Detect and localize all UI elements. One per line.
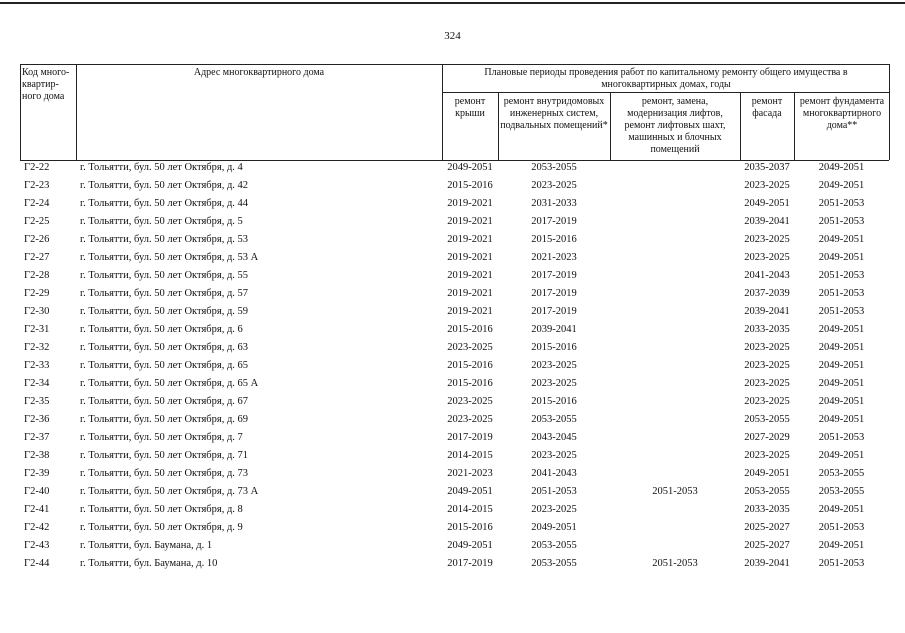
cell-roof: 2019-2021	[447, 216, 493, 227]
header-periods: Плановые периоды проведения работ по капитальному ремонту общего имущества в многоквартирных домах, годы	[484, 67, 848, 90]
cell-facade: 2023-2025	[744, 180, 790, 191]
table-row	[20, 340, 889, 358]
cell-address: г. Тольятти, бул. 50 лет Октября, д. 7	[80, 432, 243, 443]
cell-address: г. Тольятти, бул. Баумана, д. 10	[80, 558, 218, 569]
cell-facade: 2027-2029	[744, 432, 790, 443]
cell-foundation: 2049-2051	[818, 378, 865, 389]
table-row	[20, 196, 889, 214]
header-elevators: ремонт, замена, модернизация лифтов, ремонт лифтовых шахт, машинных и блочных помещений	[624, 96, 726, 155]
cell-foundation: 2049-2051	[818, 252, 865, 263]
table-row	[20, 538, 889, 556]
cell-systems: 2053-2055	[531, 162, 577, 173]
cell-address: г. Тольятти, бул. 50 лет Октября, д. 73 А	[80, 486, 259, 497]
cell-roof: 2049-2051	[447, 540, 493, 551]
cell-roof: 2015-2016	[447, 180, 493, 191]
cell-address: г. Тольятти, бул. 50 лет Октября, д. 53	[80, 234, 249, 245]
cell-systems: 2015-2016	[531, 396, 577, 407]
cell-address: г. Тольятти, бул. 50 лет Октября, д. 8	[80, 504, 243, 515]
cell-roof: 2017-2019	[447, 432, 493, 443]
cell-systems: 2017-2019	[531, 216, 577, 227]
cell-systems: 2015-2016	[531, 342, 577, 353]
table-row	[20, 376, 889, 394]
cell-address: г. Тольятти, бул. 50 лет Октября, д. 71	[80, 450, 249, 461]
cell-foundation: 2049-2051	[818, 324, 865, 335]
cell-roof: 2015-2016	[447, 378, 493, 389]
cell-code: Г2-35	[24, 396, 50, 407]
cell-code: Г2-23	[24, 180, 50, 191]
cell-facade: 2025-2027	[744, 522, 790, 533]
cell-code: Г2-24	[24, 198, 50, 209]
cell-code: Г2-27	[24, 252, 50, 263]
cell-systems: 2043-2045	[531, 432, 577, 443]
cell-address: г. Тольятти, бул. 50 лет Октября, д. 65 А	[80, 378, 259, 389]
table-header	[20, 64, 889, 160]
cell-roof: 2015-2016	[447, 360, 493, 371]
cell-systems: 2017-2019	[531, 270, 577, 281]
cell-address: г. Тольятти, бул. 50 лет Октября, д. 5	[80, 216, 243, 227]
cell-systems: 2023-2025	[531, 378, 577, 389]
cell-foundation: 2049-2051	[818, 504, 865, 515]
cell-roof: 2049-2051	[447, 486, 493, 497]
cell-roof: 2015-2016	[447, 522, 493, 533]
top-border-line	[0, 2, 905, 4]
cell-foundation: 2051-2053	[818, 270, 865, 281]
cell-foundation: 2051-2053	[818, 432, 865, 443]
cell-code: Г2-25	[24, 216, 50, 227]
cell-roof: 2019-2021	[447, 198, 493, 209]
cell-facade: 2049-2051	[744, 198, 790, 209]
cell-code: Г2-41	[24, 504, 50, 515]
cell-facade: 2023-2025	[744, 378, 790, 389]
header-foundation: ремонт фундамента многоквартирного дома**	[799, 96, 885, 131]
table-row	[20, 322, 889, 340]
cell-address: г. Тольятти, бул. 50 лет Октября, д. 67	[80, 396, 249, 407]
cell-facade: 2037-2039	[744, 288, 790, 299]
cell-address: г. Тольятти, бул. 50 лет Октября, д. 57	[80, 288, 249, 299]
cell-facade: 2023-2025	[744, 396, 790, 407]
cell-foundation: 2049-2051	[818, 180, 865, 191]
cell-code: Г2-29	[24, 288, 50, 299]
cell-foundation: 2051-2053	[818, 306, 865, 317]
cell-code: Г2-37	[24, 432, 50, 443]
cell-code: Г2-36	[24, 414, 50, 425]
cell-code: Г2-30	[24, 306, 50, 317]
cell-code: Г2-34	[24, 378, 50, 389]
cell-systems: 2031-2033	[531, 198, 577, 209]
cell-address: г. Тольятти, бул. 50 лет Октября, д. 44	[80, 198, 249, 209]
cell-roof: 2015-2016	[447, 324, 493, 335]
cell-foundation: 2051-2053	[818, 216, 865, 227]
cell-facade: 2023-2025	[744, 360, 790, 371]
cell-foundation: 2049-2051	[818, 396, 865, 407]
header-vline	[442, 64, 443, 160]
cell-foundation: 2049-2051	[818, 540, 865, 551]
table-row	[20, 430, 889, 448]
cell-code: Г2-42	[24, 522, 50, 533]
cell-facade: 2039-2041	[744, 558, 790, 569]
cell-code: Г2-43	[24, 540, 50, 551]
cell-address: г. Тольятти, бул. 50 лет Октября, д. 4	[80, 162, 243, 173]
cell-address: г. Тольятти, бул. 50 лет Октября, д. 63	[80, 342, 249, 353]
page-number: 324	[444, 30, 461, 42]
cell-elevators: 2051-2053	[652, 558, 698, 569]
cell-systems: 2017-2019	[531, 306, 577, 317]
cell-elevators: 2051-2053	[652, 486, 698, 497]
table-row	[20, 160, 889, 178]
cell-systems: 2023-2025	[531, 360, 577, 371]
cell-address: г. Тольятти, бул. 50 лет Октября, д. 9	[80, 522, 243, 533]
cell-foundation: 2053-2055	[818, 486, 865, 497]
cell-facade: 2023-2025	[744, 252, 790, 263]
cell-roof: 2023-2025	[447, 342, 493, 353]
header-vline	[610, 92, 611, 160]
cell-systems: 2051-2053	[531, 486, 577, 497]
cell-code: Г2-31	[24, 324, 50, 335]
cell-roof: 2023-2025	[447, 414, 493, 425]
table-row	[20, 286, 889, 304]
cell-roof: 2019-2021	[447, 306, 493, 317]
cell-foundation: 2053-2055	[818, 468, 865, 479]
cell-roof: 2019-2021	[447, 270, 493, 281]
cell-foundation: 2049-2051	[818, 414, 865, 425]
cell-systems: 2015-2016	[531, 234, 577, 245]
table-row	[20, 304, 889, 322]
header-sub-border	[442, 92, 889, 93]
cell-address: г. Тольятти, бул. 50 лет Октября, д. 42	[80, 180, 249, 191]
cell-facade: 2025-2027	[744, 540, 790, 551]
cell-systems: 2053-2055	[531, 540, 577, 551]
cell-code: Г2-33	[24, 360, 50, 371]
table-row	[20, 214, 889, 232]
cell-foundation: 2049-2051	[818, 342, 865, 353]
cell-address: г. Тольятти, бул. 50 лет Октября, д. 69	[80, 414, 249, 425]
table-row	[20, 502, 889, 520]
cell-address: г. Тольятти, бул. Баумана, д. 1	[80, 540, 213, 551]
cell-foundation: 2051-2053	[818, 558, 865, 569]
header-systems: ремонт внутридомовых инженерных систем, подвальных помещений*	[500, 96, 608, 131]
header-vline	[498, 92, 499, 160]
table-row	[20, 466, 889, 484]
cell-facade: 2041-2043	[744, 270, 790, 281]
cell-roof: 2014-2015	[447, 450, 493, 461]
cell-facade: 2033-2035	[744, 324, 790, 335]
cell-systems: 2023-2025	[531, 450, 577, 461]
cell-systems: 2053-2055	[531, 558, 577, 569]
cell-address: г. Тольятти, бул. 50 лет Октября, д. 73	[80, 468, 249, 479]
cell-roof: 2019-2021	[447, 234, 493, 245]
cell-systems: 2023-2025	[531, 504, 577, 515]
cell-roof: 2023-2025	[447, 396, 493, 407]
header-roof: ремонт крыши	[454, 96, 486, 119]
cell-address: г. Тольятти, бул. 50 лет Октября, д. 65	[80, 360, 249, 371]
cell-facade: 2049-2051	[744, 468, 790, 479]
header-vline	[889, 64, 890, 160]
cell-systems: 2023-2025	[531, 180, 577, 191]
table-row	[20, 448, 889, 466]
cell-code: Г2-38	[24, 450, 50, 461]
header-vline	[740, 92, 741, 160]
cell-foundation: 2051-2053	[818, 522, 865, 533]
cell-facade: 2023-2025	[744, 342, 790, 353]
table-row	[20, 250, 889, 268]
header-address: Адрес многоквартирного дома	[193, 67, 325, 78]
table-row	[20, 394, 889, 412]
cell-systems: 2053-2055	[531, 414, 577, 425]
cell-foundation: 2049-2051	[818, 360, 865, 371]
cell-systems: 2021-2023	[531, 252, 577, 263]
table-row	[20, 412, 889, 430]
cell-address: г. Тольятти, бул. 50 лет Октября, д. 59	[80, 306, 249, 317]
header-vline	[20, 64, 21, 160]
cell-facade: 2039-2041	[744, 306, 790, 317]
cell-systems: 2017-2019	[531, 288, 577, 299]
cell-systems: 2039-2041	[531, 324, 577, 335]
cell-code: Г2-22	[24, 162, 50, 173]
table-row	[20, 520, 889, 538]
cell-roof: 2017-2019	[447, 558, 493, 569]
cell-foundation: 2049-2051	[818, 450, 865, 461]
cell-address: г. Тольятти, бул. 50 лет Октября, д. 55	[80, 270, 249, 281]
cell-facade: 2033-2035	[744, 504, 790, 515]
cell-foundation: 2049-2051	[818, 162, 865, 173]
header-top-border	[20, 64, 889, 65]
cell-facade: 2039-2041	[744, 216, 790, 227]
header-code: Код много-квартир-ного дома	[22, 67, 70, 102]
cell-facade: 2053-2055	[744, 486, 790, 497]
table-row	[20, 232, 889, 250]
cell-foundation: 2051-2053	[818, 288, 865, 299]
table-row	[20, 556, 889, 574]
cell-address: г. Тольятти, бул. 50 лет Октября, д. 53 А	[80, 252, 259, 263]
cell-code: Г2-44	[24, 558, 50, 569]
cell-roof: 2014-2015	[447, 504, 493, 515]
cell-code: Г2-26	[24, 234, 50, 245]
cell-systems: 2041-2043	[531, 468, 577, 479]
cell-code: Г2-28	[24, 270, 50, 281]
cell-roof: 2019-2021	[447, 288, 493, 299]
cell-address: г. Тольятти, бул. 50 лет Октября, д. 6	[80, 324, 243, 335]
cell-roof: 2021-2023	[447, 468, 493, 479]
cell-roof: 2019-2021	[447, 252, 493, 263]
cell-facade: 2053-2055	[744, 414, 790, 425]
header-facade: ремонт фасада	[751, 96, 783, 119]
cell-code: Г2-40	[24, 486, 50, 497]
cell-foundation: 2049-2051	[818, 234, 865, 245]
cell-code: Г2-39	[24, 468, 50, 479]
cell-roof: 2049-2051	[447, 162, 493, 173]
cell-facade: 2023-2025	[744, 234, 790, 245]
table-row	[20, 484, 889, 502]
cell-code: Г2-32	[24, 342, 50, 353]
cell-systems: 2049-2051	[531, 522, 577, 533]
table-row	[20, 178, 889, 196]
table-row	[20, 358, 889, 376]
table-row	[20, 268, 889, 286]
cell-facade: 2035-2037	[744, 162, 790, 173]
cell-foundation: 2051-2053	[818, 198, 865, 209]
cell-facade: 2023-2025	[744, 450, 790, 461]
